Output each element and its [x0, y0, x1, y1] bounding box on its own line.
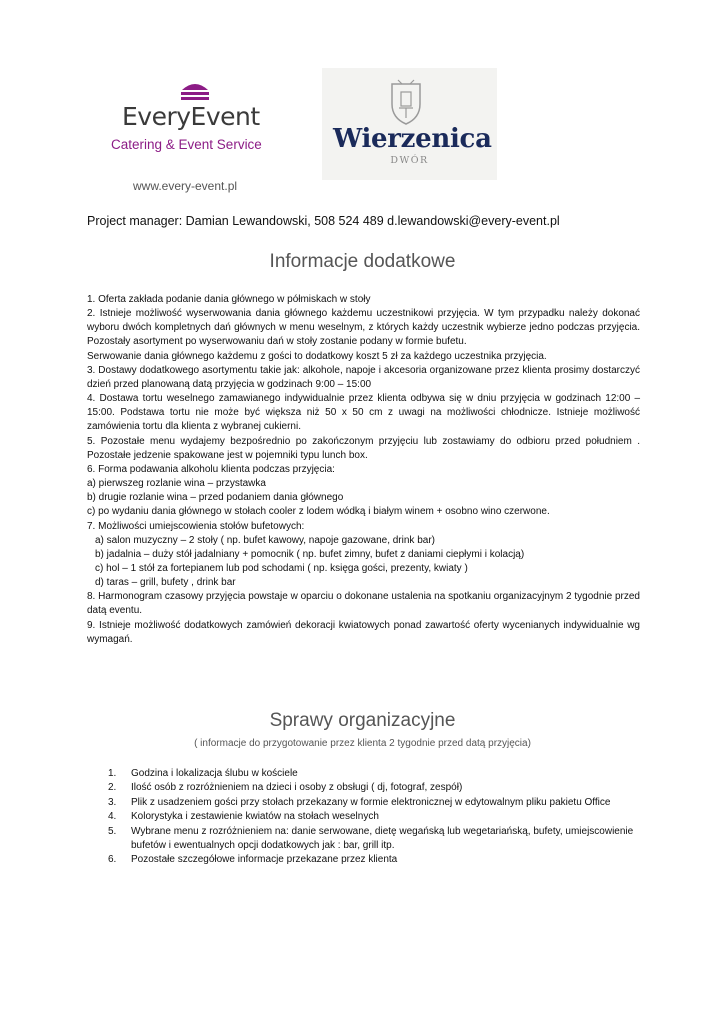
info-paragraph: b) jadalnia – duży stół jadalniany + pomocnik ( np. bufet zimny, bufet z daniami ciepłymi i kolacją): [95, 548, 525, 560]
org-list: [87, 767, 640, 868]
list-item: [87, 825, 640, 854]
info-paragraph: d) taras – grill, bufety , drink bar: [95, 577, 236, 589]
crest-icon: [384, 78, 428, 128]
list-number: 3.: [108, 796, 117, 808]
info-paragraph: b) drugie rozlanie wina – przed podaniem dania głównego: [87, 492, 344, 504]
info-paragraph: 3. Dostawy dodatkowego asortymentu takie jak: alkohole, napoje i akcesoria organizowane przez klienta prosimy dostarczyć dzień przed planowaną datą przyjęcia w godzinach 9:00 – 15:00: [87, 364, 640, 390]
info-paragraph: 2. Istnieje możliwość wyserwowania dania głównego każdemu uczestnikowi przyjęcia. W tym przypadku należy dokonać wyboru dwóch kompletnych dań głównych w menu weselnym, z których każdy uczestnik wybierze jedno podczas przyjęcia. Pozostały asortyment po wyserwowaniu dań w stoły zostanie podany w formie bufetu.: [87, 308, 640, 348]
info-paragraph: 1. Oferta zakłada podanie dania głównego w półmiskach w stoły: [87, 294, 371, 305]
info-paragraph: a) pierwszeg rozlanie wina – przystawka: [87, 478, 266, 490]
list-text: Kolorystyka i zestawienie kwiatów na stołach weselnych: [131, 811, 379, 823]
everyevent-name: EveryEvent: [122, 102, 260, 131]
info-paragraph: a) salon muzyczny – 2 stoły ( np. bufet kawowy, napoje gazowane, drink bar): [95, 534, 435, 546]
project-manager-line: Project manager: Damian Lewandowski, 508 524 489 d.lewandowski@every-event.pl: [87, 214, 560, 228]
list-number: 2.: [108, 782, 117, 794]
list-item: [87, 853, 640, 867]
everyevent-logo: [108, 80, 283, 160]
info-paragraph: c) hol – 1 stół za fortepianem lub pod schodami ( np. księga gości, prezenty, kwiaty ): [95, 562, 468, 574]
org-heading: Sprawy organizacyjne: [269, 710, 456, 731]
info-paragraph: Serwowanie dania głównego każdemu z gości to dodatkowy koszt 5 zł za każdego uczestnika przyjęcia.: [87, 350, 547, 362]
org-subtitle: ( informacje do przygotowanie przez klienta 2 tygodnie przed datą przyjęcia): [194, 738, 531, 749]
info-paragraph: 5. Pozostałe menu wydajemy bezpośrednio po zakończonym przyjęciu lub zostawiamy do odbioru przed południem . Pozostałe jedzenie spakowane jest w pojemniki typu lunch box.: [87, 435, 640, 461]
info-heading: Informacje dodatkowe: [269, 251, 456, 272]
list-number: 4.: [108, 811, 117, 823]
list-text: Wybrane menu z rozróżnieniem na: danie serwowane, dietę wegańską lub wegetariańską, bufety, umiejscowienie bufetów i ewentualnych opcji dodatkowych jak : bar, grill itp.: [131, 825, 634, 852]
list-text: Ilość osób z rozróżnieniem na dzieci i osoby z obsługi ( dj, fotograf, zespół): [131, 782, 463, 794]
list-text: Pozostałe szczegółowe informacje przekazane przez klienta: [131, 854, 398, 866]
info-body: [87, 293, 640, 647]
wierzenica-logo: [322, 68, 497, 180]
list-number: 5.: [108, 825, 117, 837]
list-item: [87, 810, 640, 824]
everyevent-tagline: Catering & Event Service: [111, 137, 262, 152]
info-paragraph: 7. Możliwości umiejscowienia stołów bufetowych:: [87, 520, 305, 532]
everyevent-emblem-icon: [178, 80, 212, 104]
wierzenica-subtitle: DWÓR: [390, 155, 429, 166]
list-text: Plik z usadzeniem gości przy stołach przekazany w formie elektronicznej w edytowalnym pliku pakietu Office: [131, 796, 611, 808]
website-url[interactable]: www.every-event.pl: [133, 179, 238, 193]
list-item: [87, 781, 640, 795]
list-text: Godzina i lokalizacja ślubu w kościele: [131, 768, 298, 779]
info-paragraph: c) po wydaniu dania głównego w stołach cooler z lodem wódką i białym winem + osobno wino czerwone.: [87, 506, 550, 518]
list-item: [87, 796, 640, 810]
info-paragraph: 9. Istnieje możliwość dodatkowych zamówień dekoracji kwiatowych ponad zawartość oferty wycenianych indywidualnie wg wymagań.: [87, 619, 640, 645]
list-item: [87, 767, 640, 781]
list-number: 1.: [108, 768, 117, 779]
info-paragraph: 8. Harmonogram czasowy przyjęcia powstaje w oparciu o dokonane ustalenia na spotkaniu organizacyjnym 2 tygodnie przed datą eventu.: [87, 591, 640, 617]
info-paragraph: 6. Forma podawania alkoholu klienta podczas przyjęcia:: [87, 463, 335, 475]
list-number: 6.: [108, 854, 117, 866]
wierzenica-name: Wierzenica: [333, 124, 492, 154]
info-paragraph: 4. Dostawa tortu weselnego zamawianego indywidualnie przez klienta odbywa się w dniu przyjęcia w godzinach 12:00 – 15:00. Podstawa tortu nie może być większa niż 50 x 50 cm z uwagi na możliwości chłodnicze. Istnieje możliwość zamówienia tortu dla klienta z wybranej cukierni.: [87, 393, 640, 433]
